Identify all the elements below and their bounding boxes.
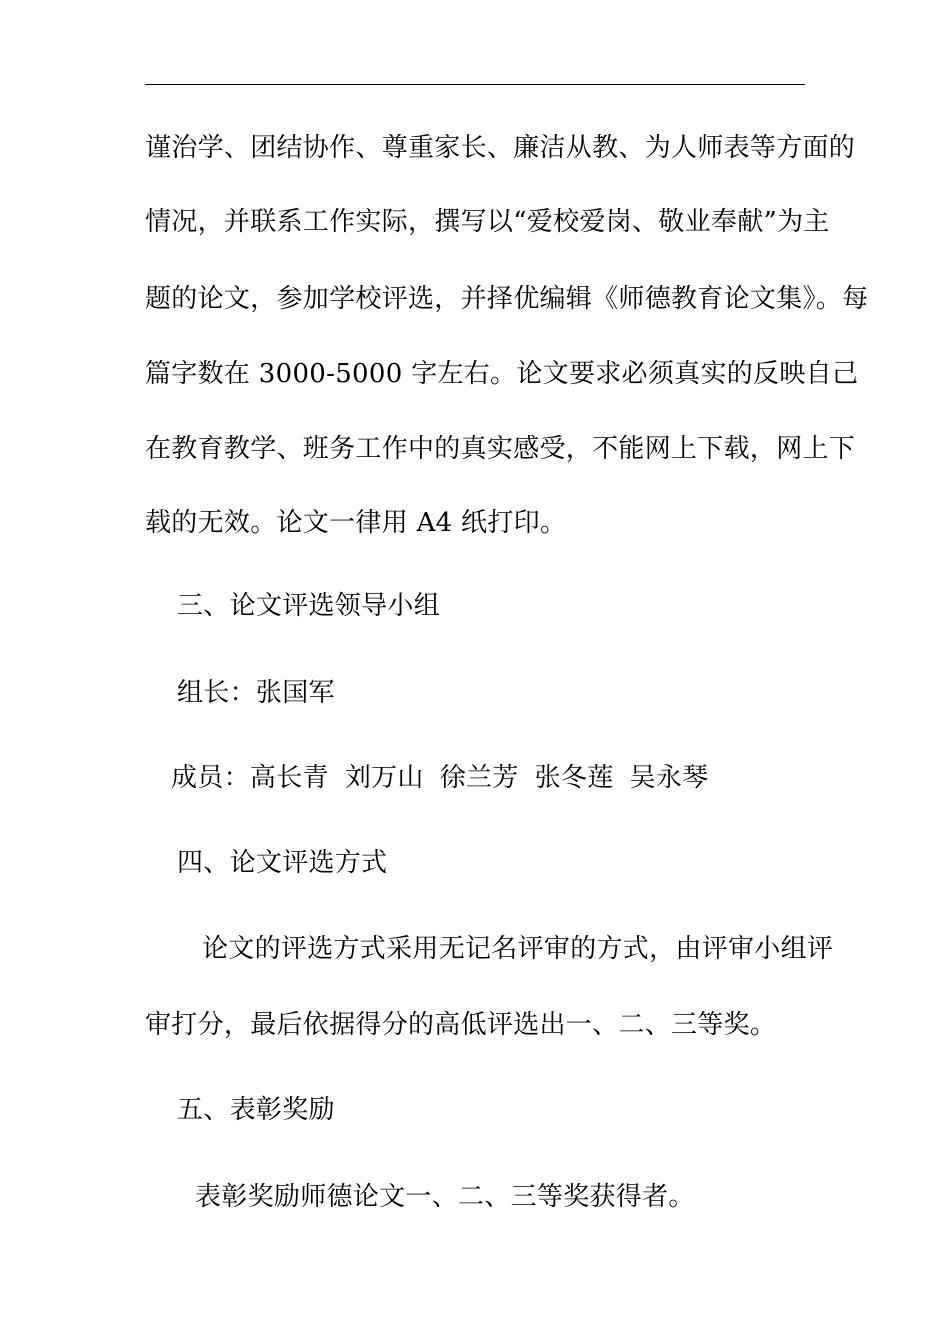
intro-line-5: 在教育教学、班务工作中的真实感受，不能网上下载，网上下 [145, 434, 856, 464]
intro-line-6: 载的无效。论文一律用 A4 纸打印。 [145, 508, 567, 538]
section-3-heading: 三、论文评选领导小组 [177, 591, 441, 621]
section-5-heading: 五、表彰奖励 [177, 1095, 335, 1125]
member-name: 刘万山 [344, 763, 424, 793]
section-4-line-1: 论文的评选方式采用无记名评审的方式，由评审小组评 [202, 934, 834, 964]
intro-line-3: 题的论文，参加学校评选，并择优编辑《师德教育论文集》。每 [145, 284, 869, 314]
group-members [171, 758, 836, 798]
intro-line-4: 篇字数在 3000-5000 字左右。论文要求必须真实的反映自己 [145, 359, 859, 389]
member-name: 张冬莲 [534, 763, 614, 793]
group-leader: 组长：张国军 [177, 678, 335, 708]
members-label: 成员： [171, 763, 250, 793]
section-4-heading: 四、论文评选方式 [177, 848, 388, 878]
member-name: 徐兰芳 [439, 763, 519, 793]
section-5-text: 表彰奖励师德论文一、二、三等奖获得者。 [195, 1182, 695, 1212]
member-name: 高长青 [249, 763, 329, 793]
intro-line-1: 谨治学、团结协作、尊重家长、廉洁从教、为人师表等方面的 [145, 133, 856, 163]
member-name: 吴永琴 [629, 763, 709, 793]
intro-line-2: 情况，并联系工作实际，撰写以“爱校爱岗、敬业奉献”为主 [145, 207, 830, 237]
section-4-line-2: 审打分，最后依据得分的高低评选出一、二、三等奖。 [145, 1010, 777, 1040]
header-rule [145, 84, 805, 85]
